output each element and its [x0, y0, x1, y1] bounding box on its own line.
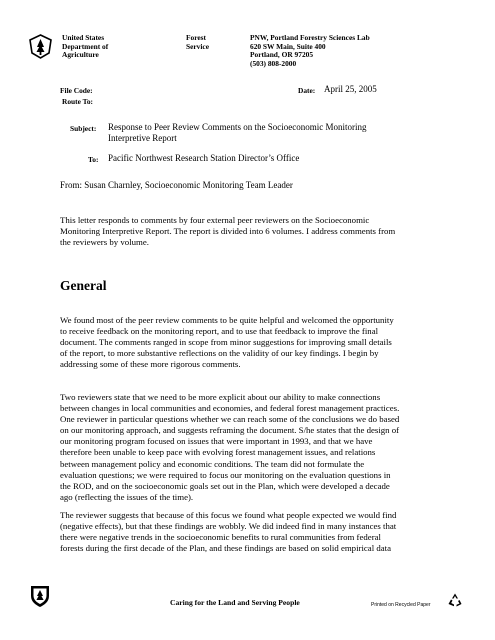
recycled-paper-note: Printed on Recycled Paper [371, 602, 431, 608]
agency-line: Agriculture [62, 50, 99, 60]
section-heading: General [60, 278, 107, 293]
route-to-label: Route To: [62, 97, 94, 106]
text-line: there were negative trends in the socioeconomic benefits to rural communities from federal [60, 532, 381, 543]
text-line: This letter responds to comments by four external peer reviewers on the Socioeconomic [60, 215, 370, 225]
service-block [186, 34, 209, 51]
to-label: To: [88, 155, 99, 164]
text-line: between management policy and economic conditions. The team did not formulate the [60, 458, 365, 469]
text-line: Two reviewers state that we need to be more explicit about our ability to make connections [60, 392, 381, 402]
paragraph-2 [60, 392, 460, 503]
text-line: addressing some of these more rigorous comments. [60, 359, 241, 370]
text-line: ago (reflecting the issues of the time). [60, 491, 194, 502]
agency-line: United States [62, 33, 105, 42]
text-line: One reviewer in particular questions whether we can reach some of the conclusions we do based [60, 414, 400, 425]
text-line: therefore been unable to keep pace with evolving forest management issues, and relations [60, 447, 376, 458]
text-line: of the report, to more substantive reflections on the validity of our key findings. I begin by [60, 348, 379, 359]
text-line: to receive feedback on the monitoring report, and to use that feedback to improve the final [60, 326, 379, 337]
file-code-label: File Code: [60, 86, 93, 95]
subject-line: Response to Peer Review Comments on the Socioeconomic Monitoring [108, 122, 367, 132]
lab-line: 620 SW Main, Suite 400 [250, 41, 326, 51]
subject-line: Interpretive Report [108, 133, 177, 143]
date-value: April 25, 2005 [324, 84, 377, 94]
text-line: the reviewers by volume. [60, 237, 149, 248]
date-label: Date: [298, 86, 316, 95]
lab-address-block [250, 34, 370, 68]
text-line: between changes in local communities and economies, and federal forest management practices. [60, 403, 400, 414]
text-line: the ROD, and on the socioeconomic goals set out in the Plan, which were developed a decade [60, 480, 390, 491]
text-line: on our monitoring approach, and suggests reframing the document. S/he states that the design of [60, 425, 400, 436]
text-line: The reviewer suggests that because of this focus we found what people expected we would find [60, 510, 397, 520]
service-line: Forest [186, 33, 206, 42]
paragraph-1 [60, 315, 460, 370]
lab-line: Portland, OR 97205 [250, 50, 314, 60]
agency-block [62, 34, 108, 60]
text-line: Monitoring Interpretive Report. The report is divided into 6 volumes. I address comments from [60, 226, 396, 237]
text-line: We found most of the peer review comments to be quite helpful and welcomed the opportunity [60, 315, 394, 325]
lab-line: PNW, Portland Forestry Sciences Lab [250, 33, 370, 42]
footer-motto: Caring for the Land and Serving People [170, 598, 300, 607]
service-line: Service [186, 41, 209, 51]
usda-logo [28, 34, 53, 59]
paragraph-3 [60, 510, 460, 554]
subject-label: Subject: [70, 124, 97, 133]
to-value: Pacific Northwest Research Station Director’s Office [108, 153, 300, 163]
forest-service-shield-icon [30, 584, 50, 608]
subject-text [108, 122, 366, 144]
text-line: forests during the first decade of the Plan, and these findings are based on solid empirical data [60, 543, 392, 554]
from-line: From: Susan Charnley, Socioeconomic Monitoring Team Leader [60, 180, 293, 190]
intro-paragraph [60, 215, 460, 248]
text-line: (negative effects), but that these findings are wobbly. We did indeed find in many instances that [60, 521, 397, 532]
text-line: document. The comments ranged in scope from minor suggestions for improving small details [60, 337, 392, 348]
text-line: our monitoring program focused on issues that were important in 1993, and that we have [60, 436, 373, 447]
recycle-icon [447, 592, 463, 608]
text-line: evaluation questions; we were required to focus our monitoring on the evaluation questions in [60, 469, 391, 480]
agency-line: Department of [62, 41, 109, 51]
lab-line: (503) 808-2000 [250, 58, 297, 68]
